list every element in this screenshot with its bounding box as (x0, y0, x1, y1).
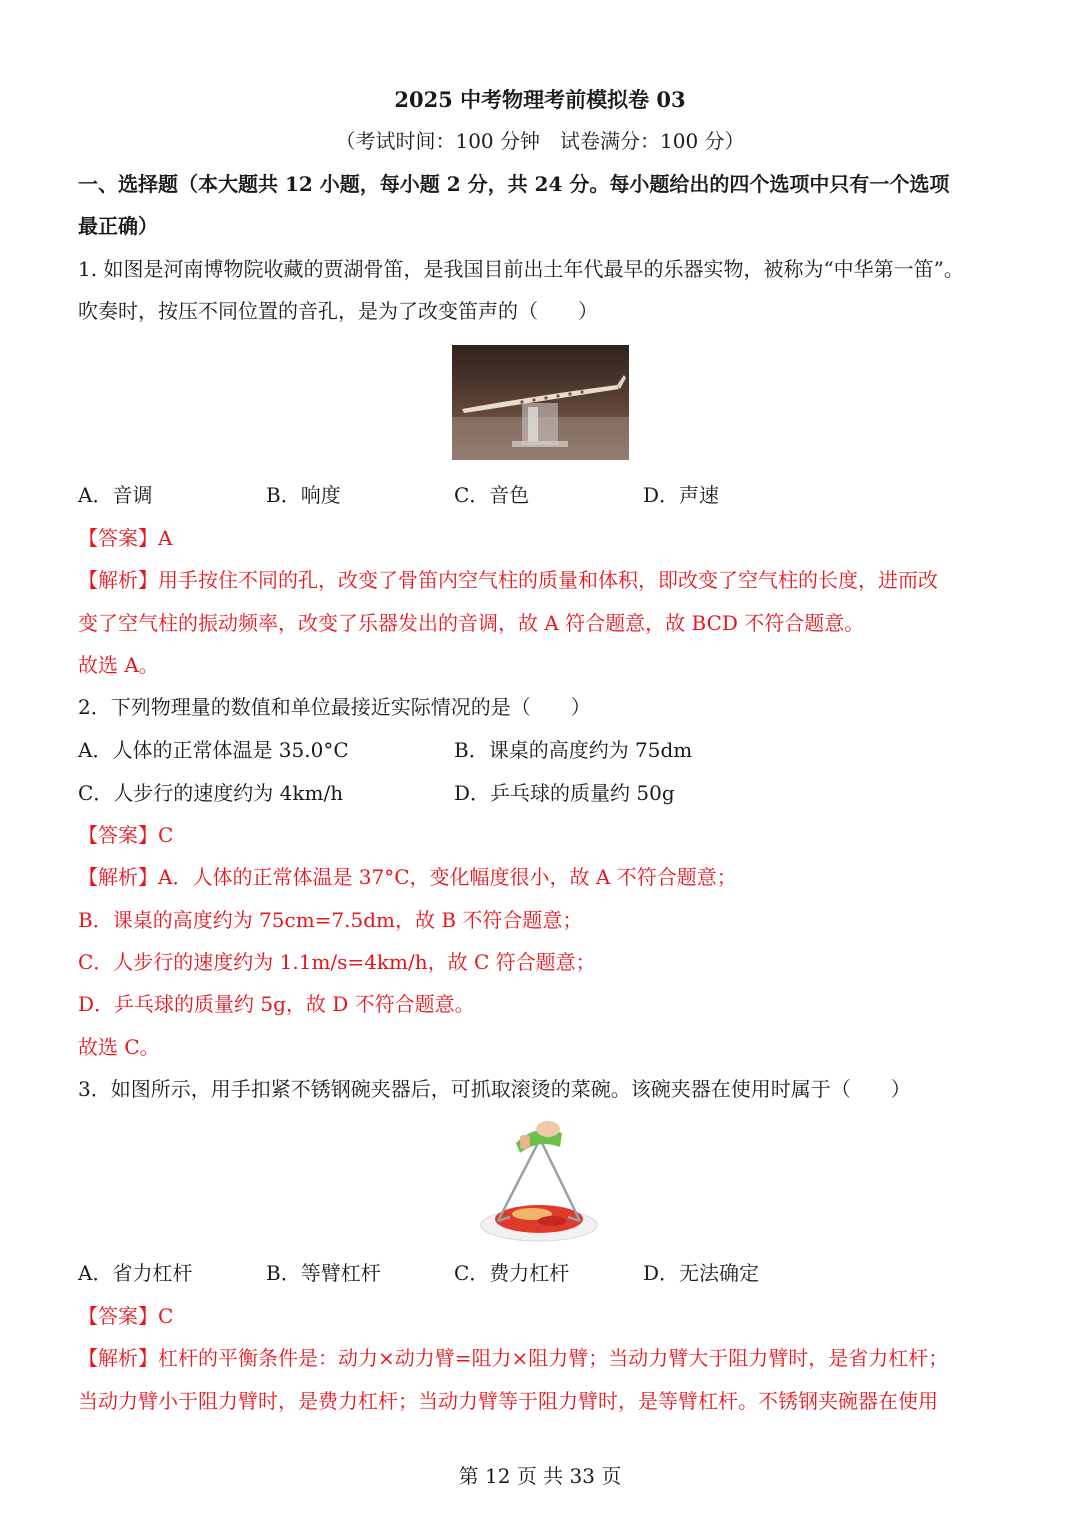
q2-analysis: 【解析】A．人体的正常体温是 37°C，变化幅度很小，故 A 不符合题意； (78, 865, 737, 889)
q2-analysis-b: B．课桌的高度约为 75cm=7.5dm，故 B 不符合题意； (78, 908, 583, 932)
q3-option-c: C．费力杠杆 (454, 1261, 570, 1285)
bowl-clamp-image (476, 1113, 602, 1246)
page-number: 第 12 页 共 33 页 (458, 1464, 622, 1488)
q1-option-c: C．音色 (454, 483, 530, 507)
q2-analysis-c: C．人步行的速度约为 1.1m/s=4km/h，故 C 符合题意； (78, 950, 596, 974)
q3-analysis-cont: 当动力臂小于阻力臂时，是费力杠杆；当动力臂等于阻力臂时，是等臂杠杆。不锈钢夹碗器在使用 (78, 1389, 938, 1413)
q2-answer: 【答案】C (78, 823, 174, 847)
section-heading-cont: 最正确） (78, 214, 158, 238)
q1-answer: 【答案】A (78, 526, 173, 550)
q2-option-d: D．乒乓球的质量约 50g (454, 781, 675, 805)
q3-option-d: D．无法确定 (643, 1261, 760, 1285)
q3-option-b: B．等臂杠杆 (266, 1261, 381, 1285)
q1-option-b: B．响度 (266, 483, 341, 507)
q1-stem-cont: 吹奏时，按压不同位置的音孔，是为了改变笛声的（ ） (78, 299, 598, 323)
q1-conclusion: 故选 A。 (78, 653, 159, 677)
q3-stem: 3．如图所示，用手扣紧不锈钢碗夹器后，可抓取滚烫的菜碗。该碗夹器在使用时属于（ ） (78, 1077, 911, 1101)
q3-option-a: A．省力杠杆 (78, 1261, 193, 1285)
q3-answer: 【答案】C (78, 1304, 174, 1328)
q3-analysis: 【解析】杠杆的平衡条件是：动力×动力臂=阻力×阻力臂；当动力臂大于阻力臂时，是省力杠杆； (78, 1346, 949, 1370)
page-title: 2025 中考物理考前模拟卷 03 (394, 87, 686, 112)
q1-analysis-cont: 变了空气柱的振动频率，改变了乐器发出的音调，故 A 符合题意，故 BCD 不符合题意。 (78, 611, 865, 635)
q1-analysis: 【解析】用手按住不同的孔，改变了骨笛内空气柱的质量和体积，即改变了空气柱的长度，进而改 (78, 568, 938, 592)
q2-analysis-d: D．乒乓球的质量约 5g，故 D 不符合题意。 (78, 992, 475, 1016)
q1-option-a: A．音调 (78, 483, 153, 507)
q2-stem: 2．下列物理量的数值和单位最接近实际情况的是（ ） (78, 695, 591, 719)
q1-option-d: D．声速 (643, 483, 720, 507)
q2-option-a: A．人体的正常体温是 35.0°C (78, 738, 349, 762)
q2-option-b: B．课桌的高度约为 75dm (454, 738, 693, 762)
section-heading: 一、选择题（本大题共 12 小题，每小题 2 分，共 24 分。每小题给出的四个选项中只有一个选项 (78, 172, 950, 196)
exam-info: （考试时间：100 分钟 试卷满分：100 分） (335, 129, 745, 153)
bone-flute-image (452, 345, 629, 460)
q1-stem: 1. 如图是河南博物院收藏的贾湖骨笛，是我国目前出土年代最早的乐器实物，被称为“中华第一笛”。 (78, 257, 964, 281)
q2-conclusion: 故选 C。 (78, 1035, 160, 1059)
q2-option-c: C．人步行的速度约为 4km/h (78, 781, 344, 805)
